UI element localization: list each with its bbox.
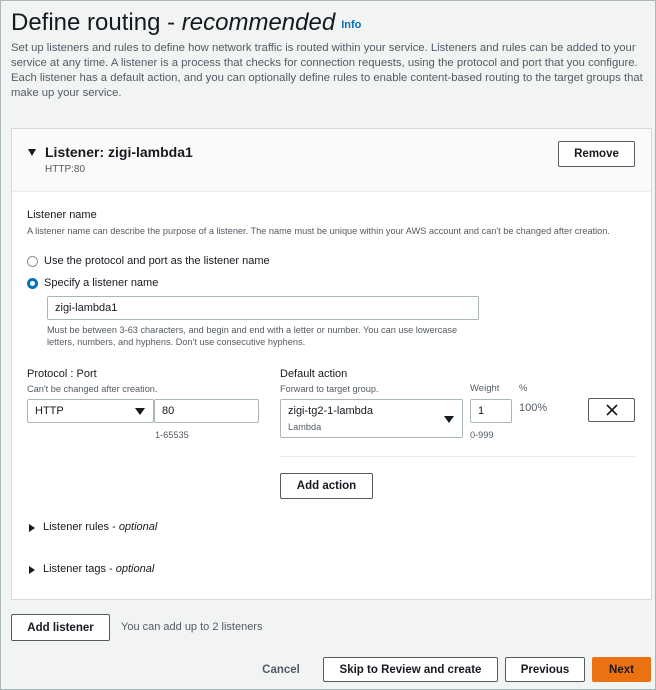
protocol-select-value: HTTP bbox=[35, 405, 64, 417]
previous-button[interactable]: Previous bbox=[505, 657, 585, 682]
protocol-port-hint: Can't be changed after creation. bbox=[27, 384, 158, 394]
expand-caret-icon[interactable] bbox=[29, 524, 35, 532]
protocol-select[interactable] bbox=[27, 399, 154, 423]
info-link[interactable]: Info bbox=[341, 19, 362, 31]
page-title bbox=[11, 9, 361, 37]
radio-default-name-label[interactable]: Use the protocol and port as the listener name bbox=[44, 255, 270, 267]
port-range-hint: 1-65535 bbox=[155, 430, 189, 440]
percent-value: 100% bbox=[519, 402, 548, 414]
port-input[interactable]: 80 bbox=[154, 399, 259, 423]
percent-label: % bbox=[519, 383, 528, 394]
target-group-type: Lambda bbox=[288, 422, 322, 432]
chevron-down-icon bbox=[135, 408, 145, 415]
listener-rules-toggle[interactable] bbox=[43, 521, 157, 533]
radio-default-name[interactable] bbox=[27, 256, 38, 267]
listener-title: Listener: zigi-lambda1 bbox=[45, 144, 193, 160]
radio-custom-name-label[interactable]: Specify a listener name bbox=[44, 277, 159, 289]
listener-rules-optional: optional bbox=[118, 521, 158, 533]
protocol-port-label: Protocol : Port bbox=[27, 368, 97, 380]
close-icon bbox=[606, 404, 618, 416]
remove-action-button[interactable] bbox=[588, 398, 635, 422]
page-title-main: Define routing - bbox=[11, 9, 182, 36]
add-listener-note: You can add up to 2 listeners bbox=[121, 621, 263, 633]
listener-tags-toggle[interactable] bbox=[43, 563, 154, 575]
page-title-emphasis: recommended bbox=[181, 9, 336, 36]
action-divider bbox=[280, 456, 635, 457]
listener-subtitle: HTTP:80 bbox=[45, 164, 86, 175]
cancel-button[interactable]: Cancel bbox=[255, 657, 307, 682]
weight-input[interactable]: 1 bbox=[470, 399, 512, 423]
remove-listener-button[interactable]: Remove bbox=[558, 141, 635, 167]
listener-panel bbox=[11, 128, 652, 600]
listener-name-label: Listener name bbox=[27, 209, 97, 221]
radio-custom-name[interactable] bbox=[27, 278, 38, 289]
expand-caret-icon[interactable] bbox=[29, 566, 35, 574]
next-button[interactable]: Next bbox=[592, 657, 651, 682]
skip-to-review-button[interactable]: Skip to Review and create bbox=[323, 657, 498, 682]
listener-tags-label: Listener tags - bbox=[43, 563, 116, 575]
listener-panel-header bbox=[12, 129, 651, 192]
listener-tags-optional: optional bbox=[115, 563, 155, 575]
default-action-label: Default action bbox=[280, 368, 348, 380]
weight-label: Weight bbox=[470, 383, 500, 394]
listener-name-input[interactable]: zigi-lambda1 bbox=[47, 296, 479, 320]
listener-rules-label: Listener rules - bbox=[43, 521, 119, 533]
target-group-select[interactable] bbox=[280, 399, 463, 438]
default-action-hint: Forward to target group. bbox=[280, 384, 379, 394]
page-description: Set up listeners and rules to define how network traffic is routed within your service. Listeners and rules can be added to your service at any time. A listener is a process that checks for connection requests, using the protocol and port that you configure. Each listener has a default action, and you can optionally define rules to enable content-based routing to the target groups that make up your service. bbox=[11, 42, 643, 99]
add-action-button[interactable]: Add action bbox=[280, 473, 373, 499]
weight-range-hint: 0-999 bbox=[470, 430, 494, 440]
add-listener-button[interactable]: Add listener bbox=[11, 614, 110, 641]
target-group-value: zigi-tg2-1-lambda bbox=[288, 405, 373, 417]
collapse-caret-icon[interactable] bbox=[28, 149, 36, 156]
chevron-down-icon bbox=[444, 416, 454, 423]
listener-name-constraint: Must be between 3-63 characters, and begin and end with a letter or number. You can use lowercase letters, numbers, and hyphens. Don't use consecutive hyphens. bbox=[47, 325, 458, 347]
listener-name-hint: A listener name can describe the purpose of a listener. The name must be unique within your AWS account and can't be changed after creation. bbox=[27, 226, 610, 236]
